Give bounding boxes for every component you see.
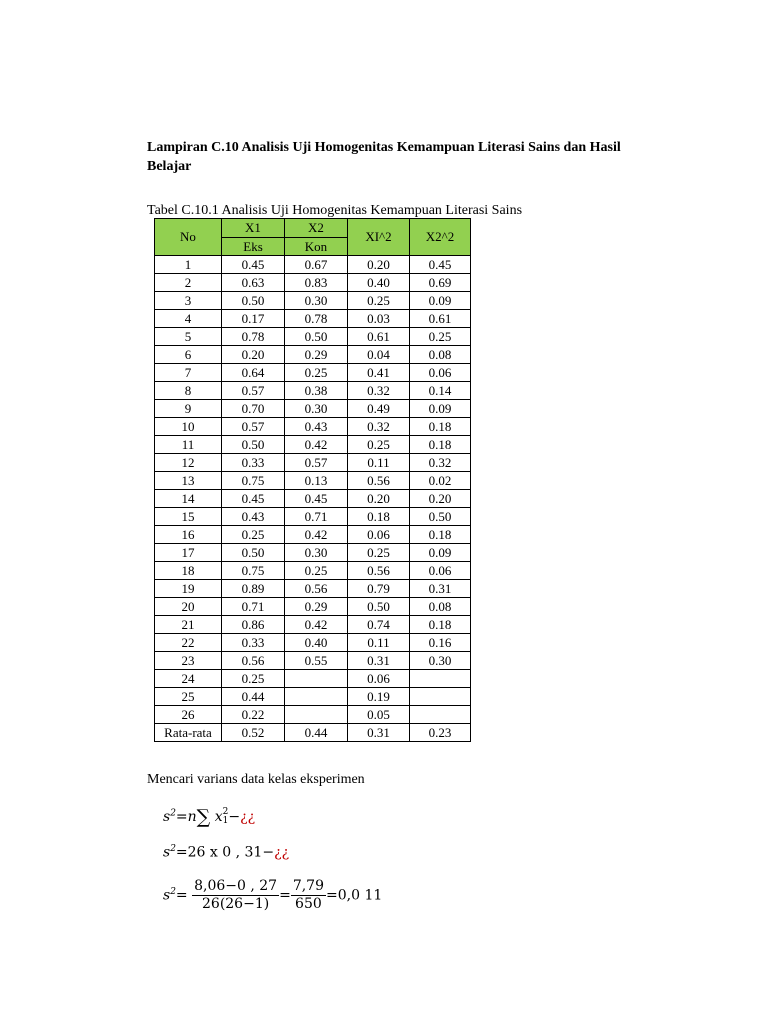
row-no: 19 <box>155 580 222 598</box>
x2-kon-value: 0.71 <box>285 508 348 526</box>
x2-kon-value: 0.50 <box>285 328 348 346</box>
x2-kon-value: 0.55 <box>285 652 348 670</box>
row-no: 20 <box>155 598 222 616</box>
header-no: No <box>155 219 222 256</box>
table-row <box>155 616 471 634</box>
x1-squared-value: 0.31 <box>348 652 410 670</box>
x2-squared-value: 0.32 <box>410 454 471 472</box>
x2-kon-value <box>285 688 348 706</box>
fraction-2-denominator: 650 <box>295 896 322 912</box>
x1-eks-value: 0.20 <box>222 346 285 364</box>
eq3-equals: = <box>175 887 188 904</box>
table-row <box>155 454 471 472</box>
x1-squared-value: 0.05 <box>348 706 410 724</box>
table-row <box>155 652 471 670</box>
x1-squared-value: 0.20 <box>348 256 410 274</box>
x1-squared-value: 0.25 <box>348 292 410 310</box>
x1-squared-value: 0.06 <box>348 526 410 544</box>
row-no: 22 <box>155 634 222 652</box>
row-no: 2 <box>155 274 222 292</box>
row-no: 21 <box>155 616 222 634</box>
eq1-var: x <box>214 809 223 825</box>
fraction-1 <box>192 878 279 913</box>
table-row <box>155 562 471 580</box>
table-row <box>155 364 471 382</box>
x2-kon-value: 0.67 <box>285 256 348 274</box>
x2-kon-value: 0.38 <box>285 382 348 400</box>
homogeneity-table <box>154 218 471 742</box>
eq1-var-sub: 1 <box>222 816 229 826</box>
row-no: 23 <box>155 652 222 670</box>
table-row <box>155 544 471 562</box>
eq1-error-glyphs: ¿¿ <box>240 809 256 825</box>
x2-kon-value: 0.40 <box>285 634 348 652</box>
row-no: 5 <box>155 328 222 346</box>
x2-kon-value: 0.57 <box>285 454 348 472</box>
x2-kon-value: 0.78 <box>285 310 348 328</box>
equation-3 <box>163 878 382 913</box>
x1-eks-value: 0.50 <box>222 544 285 562</box>
table-row <box>155 292 471 310</box>
header-x1: X1 <box>222 219 285 238</box>
header-x1-squared: XI^2 <box>348 219 410 256</box>
row-no: 3 <box>155 292 222 310</box>
eq3-exp: 2 <box>170 886 176 897</box>
row-no: 13 <box>155 472 222 490</box>
x1-squared-value: 0.50 <box>348 598 410 616</box>
x2-squared-value: 0.02 <box>410 472 471 490</box>
row-no: 12 <box>155 454 222 472</box>
table-row <box>155 436 471 454</box>
x2-squared-value: 0.31 <box>410 580 471 598</box>
x1-eks-value: 0.50 <box>222 436 285 454</box>
table-row <box>155 418 471 436</box>
eq3-result: =0,0 11 <box>326 887 383 904</box>
x2-squared-value: 0.06 <box>410 364 471 382</box>
average-row <box>155 724 471 742</box>
x2-kon-value: 0.43 <box>285 418 348 436</box>
x1-eks-value: 0.57 <box>222 382 285 400</box>
x2-kon-value: 0.29 <box>285 598 348 616</box>
table-row <box>155 328 471 346</box>
x2-kon-value: 0.30 <box>285 544 348 562</box>
x1-squared-value: 0.18 <box>348 508 410 526</box>
table-caption: Tabel C.10.1 Analisis Uji Homogenitas Kemampuan Literasi Sains <box>147 203 523 218</box>
x1-eks-value: 0.56 <box>222 652 285 670</box>
table-row <box>155 670 471 688</box>
x1-eks-value: 0.71 <box>222 598 285 616</box>
x1-eks-value: 0.70 <box>222 400 285 418</box>
x1-squared-value: 0.41 <box>348 364 410 382</box>
x1-eks-value: 0.86 <box>222 616 285 634</box>
x2-squared-value: 0.14 <box>410 382 471 400</box>
x2-squared-value: 0.45 <box>410 256 471 274</box>
x1-squared-value: 0.04 <box>348 346 410 364</box>
row-no: 11 <box>155 436 222 454</box>
x2-kon-value <box>285 670 348 688</box>
header-x2-squared: X2^2 <box>410 219 471 256</box>
x2-squared-value: 0.50 <box>410 508 471 526</box>
eq3-lhs: s <box>163 887 171 904</box>
x1-squared-value: 0.20 <box>348 490 410 508</box>
eq1-mid: =n <box>175 809 197 825</box>
x2-squared-value: 0.08 <box>410 346 471 364</box>
eq2-error-glyphs: ¿¿ <box>274 844 290 861</box>
x2-kon-value: 0.13 <box>285 472 348 490</box>
x2-squared-value: 0.09 <box>410 400 471 418</box>
eq2-exp: 2 <box>170 844 176 854</box>
x1-eks-value: 0.44 <box>222 688 285 706</box>
x2-squared-value: 0.25 <box>410 328 471 346</box>
x1-squared-value: 0.74 <box>348 616 410 634</box>
average-x1-squared: 0.31 <box>348 724 410 742</box>
x1-eks-value: 0.45 <box>222 256 285 274</box>
eq1-exp: 2 <box>170 808 176 819</box>
x2-squared-value: 0.61 <box>410 310 471 328</box>
x1-squared-value: 0.32 <box>348 418 410 436</box>
x1-squared-value: 0.61 <box>348 328 410 346</box>
x2-squared-value <box>410 688 471 706</box>
x1-eks-value: 0.50 <box>222 292 285 310</box>
table-row <box>155 490 471 508</box>
table-body <box>155 256 471 724</box>
row-no: 14 <box>155 490 222 508</box>
x2-squared-value: 0.06 <box>410 562 471 580</box>
page-heading: Lampiran C.10 Analisis Uji Homogenitas Kemampuan Literasi Sains dan Hasil Belajar <box>147 140 621 174</box>
x1-squared-value: 0.40 <box>348 274 410 292</box>
x1-squared-value: 0.56 <box>348 472 410 490</box>
x2-kon-value: 0.42 <box>285 526 348 544</box>
row-no: 18 <box>155 562 222 580</box>
fraction-2-numerator: 7,79 <box>292 878 324 894</box>
x1-eks-value: 0.45 <box>222 490 285 508</box>
x1-squared-value: 0.25 <box>348 544 410 562</box>
row-no: 9 <box>155 400 222 418</box>
sigma-symbol: ∑ <box>196 806 211 828</box>
average-x1: 0.52 <box>222 724 285 742</box>
x2-squared-value <box>410 706 471 724</box>
average-x2-squared: 0.23 <box>410 724 471 742</box>
x1-eks-value: 0.17 <box>222 310 285 328</box>
row-no: 8 <box>155 382 222 400</box>
x2-squared-value: 0.18 <box>410 526 471 544</box>
average-label: Rata-rata <box>155 724 222 742</box>
x1-eks-value: 0.25 <box>222 670 285 688</box>
x2-squared-value: 0.16 <box>410 634 471 652</box>
x2-squared-value: 0.09 <box>410 544 471 562</box>
x1-squared-value: 0.79 <box>348 580 410 598</box>
header-x2-kon: Kon <box>285 238 348 256</box>
variance-intro: Mencari varians data kelas eksperimen <box>147 772 365 787</box>
x2-squared-value: 0.08 <box>410 598 471 616</box>
header-x1-eks: Eks <box>222 238 285 256</box>
x2-kon-value: 0.30 <box>285 400 348 418</box>
x2-squared-value <box>410 670 471 688</box>
x1-eks-value: 0.89 <box>222 580 285 598</box>
x2-kon-value: 0.25 <box>285 364 348 382</box>
x2-kon-value <box>285 706 348 724</box>
x1-squared-value: 0.32 <box>348 382 410 400</box>
x2-squared-value: 0.69 <box>410 274 471 292</box>
table-row <box>155 688 471 706</box>
x2-kon-value: 0.29 <box>285 346 348 364</box>
x1-eks-value: 0.25 <box>222 526 285 544</box>
row-no: 6 <box>155 346 222 364</box>
x2-squared-value: 0.09 <box>410 292 471 310</box>
x1-eks-value: 0.64 <box>222 364 285 382</box>
x1-squared-value: 0.25 <box>348 436 410 454</box>
row-no: 7 <box>155 364 222 382</box>
x2-squared-value: 0.30 <box>410 652 471 670</box>
row-no: 15 <box>155 508 222 526</box>
eq2-body: =26 x 0 , 31− <box>175 844 275 861</box>
x2-kon-value: 0.42 <box>285 436 348 454</box>
x1-eks-value: 0.22 <box>222 706 285 724</box>
x2-squared-value: 0.20 <box>410 490 471 508</box>
x2-kon-value: 0.42 <box>285 616 348 634</box>
row-no: 16 <box>155 526 222 544</box>
x2-squared-value: 0.18 <box>410 436 471 454</box>
row-no: 24 <box>155 670 222 688</box>
x1-eks-value: 0.75 <box>222 472 285 490</box>
eq1-lhs: s <box>163 809 171 825</box>
x2-kon-value: 0.25 <box>285 562 348 580</box>
x1-squared-value: 0.49 <box>348 400 410 418</box>
table-row <box>155 598 471 616</box>
x1-squared-value: 0.06 <box>348 670 410 688</box>
table-row <box>155 634 471 652</box>
x1-squared-value: 0.11 <box>348 634 410 652</box>
eq1-minus: − <box>228 809 241 825</box>
table-row <box>155 526 471 544</box>
x1-squared-value: 0.19 <box>348 688 410 706</box>
table-row <box>155 346 471 364</box>
header-x2: X2 <box>285 219 348 238</box>
table-row <box>155 310 471 328</box>
equation-2 <box>163 844 289 861</box>
row-no: 4 <box>155 310 222 328</box>
table-row <box>155 706 471 724</box>
equation-1 <box>163 806 255 828</box>
x1-squared-value: 0.56 <box>348 562 410 580</box>
table-row <box>155 472 471 490</box>
x2-kon-value: 0.83 <box>285 274 348 292</box>
table-row <box>155 274 471 292</box>
eq3-equals-2: = <box>279 887 291 904</box>
x2-kon-value: 0.56 <box>285 580 348 598</box>
x1-eks-value: 0.78 <box>222 328 285 346</box>
table-row <box>155 256 471 274</box>
eq2-lhs: s <box>163 844 171 861</box>
x2-kon-value: 0.30 <box>285 292 348 310</box>
fraction-1-numerator: 8,06−0 , 27 <box>194 878 278 894</box>
x1-eks-value: 0.75 <box>222 562 285 580</box>
row-no: 1 <box>155 256 222 274</box>
eq1-var-sup: 2 <box>222 807 229 817</box>
table-row <box>155 580 471 598</box>
fraction-2 <box>291 878 326 913</box>
row-no: 25 <box>155 688 222 706</box>
row-no: 26 <box>155 706 222 724</box>
x2-kon-value: 0.45 <box>285 490 348 508</box>
x1-squared-value: 0.03 <box>348 310 410 328</box>
x1-eks-value: 0.33 <box>222 634 285 652</box>
x1-eks-value: 0.33 <box>222 454 285 472</box>
fraction-1-denominator: 26(26−1) <box>202 896 270 912</box>
x1-eks-value: 0.43 <box>222 508 285 526</box>
table-row <box>155 508 471 526</box>
row-no: 10 <box>155 418 222 436</box>
table-row <box>155 400 471 418</box>
table-row <box>155 382 471 400</box>
x1-eks-value: 0.63 <box>222 274 285 292</box>
x2-squared-value: 0.18 <box>410 418 471 436</box>
x1-squared-value: 0.11 <box>348 454 410 472</box>
x2-squared-value: 0.18 <box>410 616 471 634</box>
average-x2: 0.44 <box>285 724 348 742</box>
row-no: 17 <box>155 544 222 562</box>
x1-eks-value: 0.57 <box>222 418 285 436</box>
